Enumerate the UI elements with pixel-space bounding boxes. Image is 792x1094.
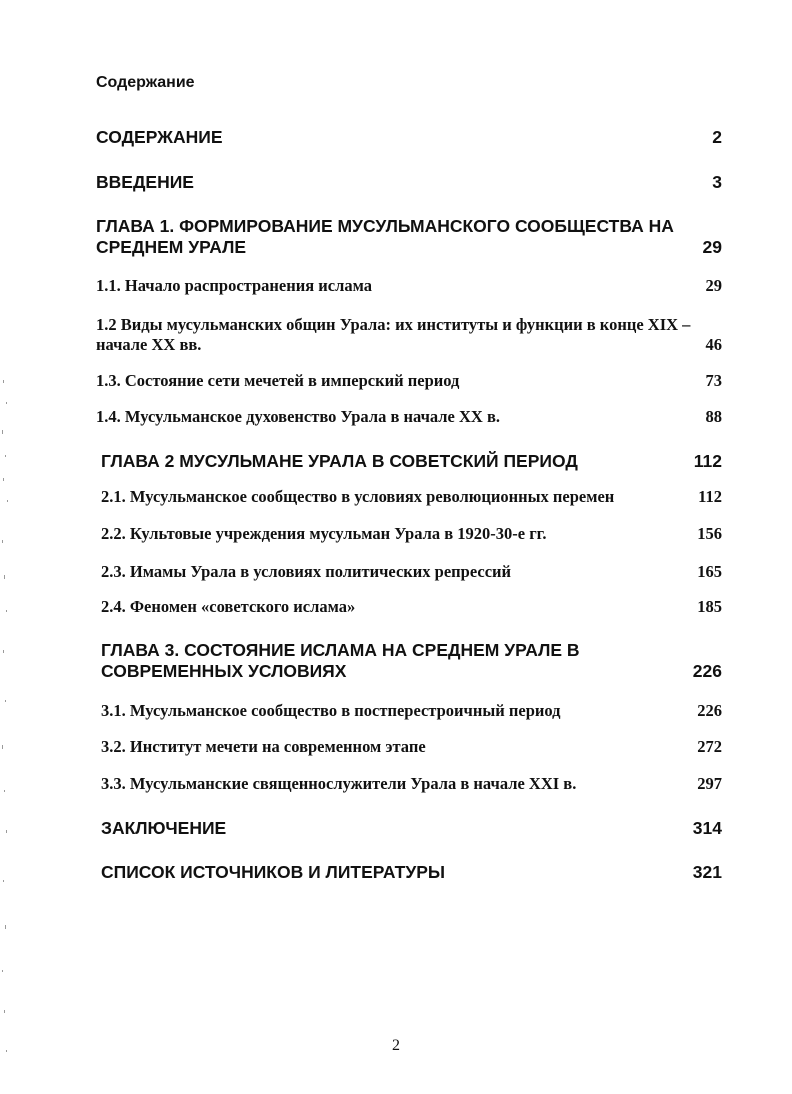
toc-entry-page: 46 xyxy=(705,335,722,354)
toc-entry-page: 112 xyxy=(698,487,722,506)
toc-entry-bibliography[interactable] xyxy=(101,862,722,883)
toc-entry-chapter-3[interactable] xyxy=(101,640,722,682)
toc-entry-1-1[interactable] xyxy=(96,276,722,296)
toc-entry-title: 1.2 Виды мусульманских общин Урала: их институты и функции в конце XIX – начале XX вв. xyxy=(96,315,691,354)
toc-entry-page: 29 xyxy=(705,276,722,295)
toc-entry-title: 1.1. Начало распространения ислама xyxy=(96,276,372,295)
toc-entry-title: 3.3. Мусульманские священнослужители Урала в начале XXI в. xyxy=(101,774,577,793)
toc-entry-3-3[interactable] xyxy=(101,774,722,794)
page-number: 2 xyxy=(392,1037,400,1054)
contents-heading: Содержание xyxy=(96,74,195,91)
toc-entry-introduction[interactable] xyxy=(96,172,722,193)
toc-entry-title: ЗАКЛЮЧЕНИЕ xyxy=(101,818,227,838)
toc-entry-page: 165 xyxy=(697,562,722,581)
toc-entry-title: 2.4. Феномен «советского ислама» xyxy=(101,597,356,616)
toc-entry-page: 73 xyxy=(705,371,722,390)
toc-entry-title: ВВЕДЕНИЕ xyxy=(96,172,194,192)
toc-entry-chapter-2[interactable] xyxy=(101,451,722,472)
toc-entry-1-4[interactable] xyxy=(96,407,722,427)
toc-entry-2-2[interactable] xyxy=(101,524,722,544)
toc-entry-page: 297 xyxy=(697,774,722,793)
toc-entry-contents[interactable] xyxy=(96,127,722,148)
toc-entry-title: 1.3. Состояние сети мечетей в имперский период xyxy=(96,371,460,390)
toc-entry-title: ГЛАВА 3. СОСТОЯНИЕ ИСЛАМА НА СРЕДНЕМ УРАЛЕ В СОВРЕМЕННЫХ УСЛОВИЯХ xyxy=(101,640,580,681)
toc-entry-title: 2.1. Мусульманское сообщество в условиях революционных перемен xyxy=(101,487,615,506)
toc-entry-page: 112 xyxy=(693,451,722,471)
toc-entry-page: 226 xyxy=(692,661,722,681)
toc-entry-title: ГЛАВА 2 МУСУЛЬМАНЕ УРАЛА В СОВЕТСКИЙ ПЕРИОД xyxy=(101,451,578,471)
toc-entry-page: 2 xyxy=(712,127,722,147)
toc-entry-page: 272 xyxy=(697,737,722,756)
toc-entry-3-1[interactable] xyxy=(101,701,722,721)
toc-entry-page: 226 xyxy=(697,701,722,720)
toc-entry-title: 3.1. Мусульманское сообщество в постперестроичный период xyxy=(101,701,561,720)
toc-entry-2-3[interactable] xyxy=(101,562,722,582)
toc-entry-page: 185 xyxy=(697,597,722,616)
toc-entry-conclusion[interactable] xyxy=(101,818,722,839)
toc-entry-3-2[interactable] xyxy=(101,737,722,757)
toc-entry-title: СПИСОК ИСТОЧНИКОВ И ЛИТЕРАТУРЫ xyxy=(101,862,446,882)
toc-entry-page: 88 xyxy=(705,407,722,426)
toc-entry-chapter-1[interactable] xyxy=(96,216,722,258)
toc-entry-page: 29 xyxy=(702,237,722,257)
toc-entry-page: 321 xyxy=(692,862,722,882)
toc-entry-title: 2.3. Имамы Урала в условиях политических репрессий xyxy=(101,562,512,581)
toc-entry-title: 3.2. Институт мечети на современном этапе xyxy=(101,737,426,756)
toc-entry-page: 314 xyxy=(692,818,722,838)
toc-entry-page: 3 xyxy=(712,172,722,192)
toc-entry-1-3[interactable] xyxy=(96,371,722,391)
toc-entry-title: ГЛАВА 1. ФОРМИРОВАНИЕ МУСУЛЬМАНСКОГО СООБЩЕСТВА НА СРЕДНЕМ УРАЛЕ xyxy=(96,216,674,257)
toc-entry-page: 156 xyxy=(697,524,722,543)
toc-entry-title: СОДЕРЖАНИЕ xyxy=(96,127,223,147)
toc-entry-2-4[interactable] xyxy=(101,597,722,617)
toc-entry-2-1[interactable] xyxy=(101,487,722,507)
scan-edge-noise xyxy=(0,0,14,1094)
toc-entry-title: 1.4. Мусульманское духовенство Урала в начале XX в. xyxy=(96,407,500,426)
toc-entry-title: 2.2. Культовые учреждения мусульман Урала в 1920-30-е гг. xyxy=(101,524,547,543)
toc-entry-1-2[interactable] xyxy=(96,315,722,355)
